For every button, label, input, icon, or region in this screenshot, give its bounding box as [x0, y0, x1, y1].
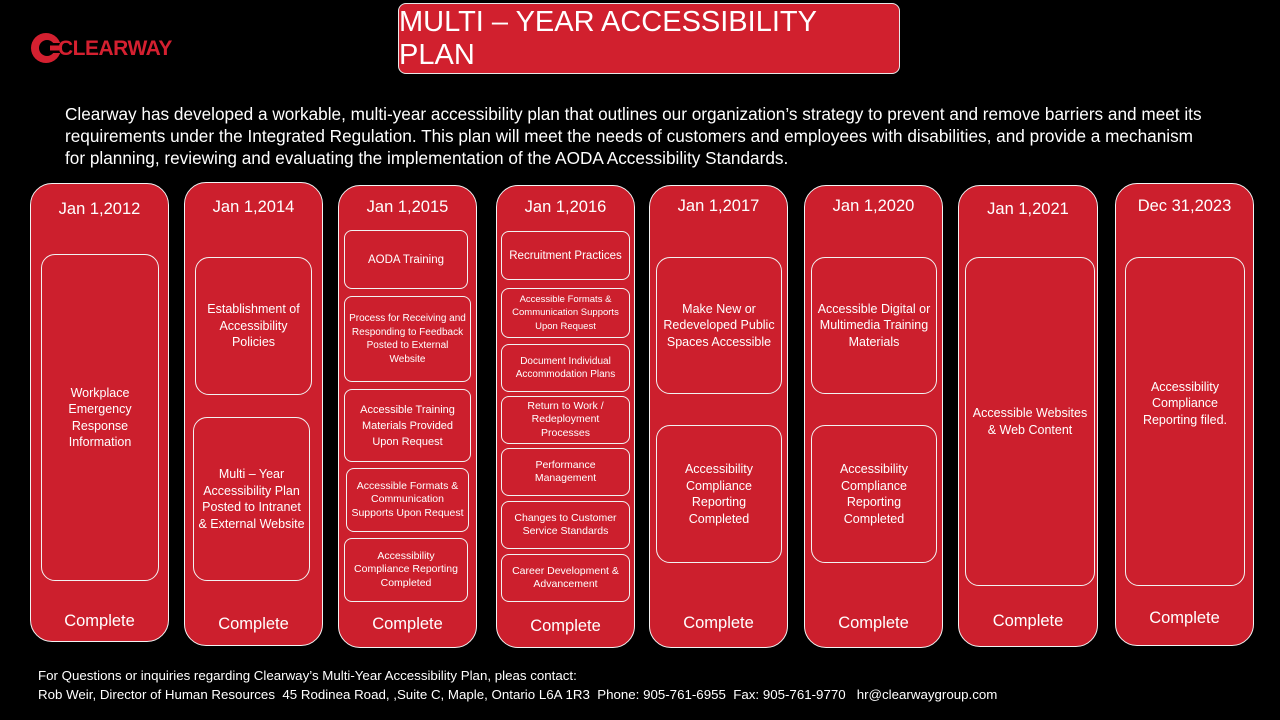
milestone-item: Multi – Year Accessibility Plan Posted to Intranet & External Website — [193, 417, 310, 581]
milestone-item: Performance Management — [501, 448, 630, 496]
milestone-item: Accessible Formats & Communication Supports Upon Request — [346, 468, 469, 532]
footer-contact — [38, 666, 997, 704]
logo-text: CLEARWAY — [58, 37, 172, 60]
milestone-item: Accessible Formats & Communication Supports Upon Request — [501, 288, 630, 338]
column-status: Complete — [838, 614, 909, 632]
milestone-item: Make New or Redeveloped Public Spaces Accessible — [656, 257, 782, 394]
timeline-column-2017 — [649, 185, 788, 648]
milestone-item: Accessibility Compliance Reporting Completed — [811, 425, 937, 563]
column-status: Complete — [530, 617, 601, 635]
timeline-column-2016 — [496, 185, 635, 648]
column-status: Complete — [64, 612, 135, 630]
column-date: Jan 1,2016 — [524, 198, 607, 216]
milestone-item: Accessibility Compliance Reporting Completed — [656, 425, 782, 563]
intro-paragraph: Clearway has developed a workable, multi-year accessibility plan that outlines our organization’s strategy to prevent and remove barriers and meet its requirements under the Integrated Regulation. This plan will meet the needs of customers and employees with disabilities, and provide a mechanism for planning, reviewing and evaluating the implementation of the AODA Accessibility Standards. — [65, 104, 1202, 168]
milestone-item: Recruitment Practices — [501, 231, 630, 280]
timeline-column-2021 — [958, 185, 1098, 647]
milestone-item: Establishment of Accessibility Policies — [195, 257, 312, 395]
milestone-item: AODA Training — [344, 230, 468, 289]
timeline-column-2020 — [804, 185, 943, 648]
timeline-column-2012 — [30, 183, 169, 642]
timeline-column-2014 — [184, 182, 323, 646]
footer-line-2: Rob Weir, Director of Human Resources 45 Rodinea Road, ,Suite C, Maple, Ontario L6A 1R3 Phone: 905-761-6955 Fax: 905-761-9770 hr@clearwaygroup.com — [38, 687, 998, 702]
milestone-item: Changes to Customer Service Standards — [501, 501, 630, 549]
milestone-item: Accessibility Compliance Reporting Completed — [344, 538, 468, 602]
column-date: Jan 1,2014 — [212, 198, 295, 216]
column-status: Complete — [992, 612, 1064, 630]
milestone-item: Career Development & Advancement — [501, 554, 630, 602]
column-status: Complete — [218, 615, 289, 633]
column-date: Jan 1,2012 — [58, 200, 141, 218]
timeline-column-2015 — [338, 185, 477, 648]
page-title: MULTI – YEAR ACCESSIBILITY PLAN — [398, 3, 900, 74]
column-date: Jan 1,2017 — [677, 197, 760, 215]
milestone-item: Accessible Training Materials Provided Upon Request — [344, 389, 471, 462]
column-date: Dec 31,2023 — [1137, 197, 1232, 215]
milestone-item: Return to Work / Redeployment Processes — [501, 396, 630, 444]
milestone-item: Accessibility Compliance Reporting filed. — [1125, 257, 1245, 586]
milestone-item: Workplace Emergency Response Information — [41, 254, 159, 581]
milestone-item: Accessible Websites & Web Content — [965, 257, 1095, 586]
milestone-item: Accessible Digital or Multimedia Training Materials — [811, 257, 937, 394]
column-date: Jan 1,2021 — [987, 200, 1069, 218]
column-status: Complete — [1149, 609, 1220, 627]
column-status: Complete — [683, 614, 754, 632]
footer-line-1: For Questions or inquiries regarding Clearway’s Multi-Year Accessibility Plan, pleas contact: — [38, 668, 577, 683]
milestone-item: Document Individual Accommodation Plans — [501, 344, 630, 392]
column-status: Complete — [372, 615, 443, 633]
column-date: Jan 1,2020 — [832, 197, 915, 215]
milestone-item: Process for Receiving and Responding to Feedback Posted to External Website — [344, 296, 471, 382]
timeline-column-2023 — [1115, 183, 1254, 646]
column-date: Jan 1,2015 — [366, 198, 449, 216]
